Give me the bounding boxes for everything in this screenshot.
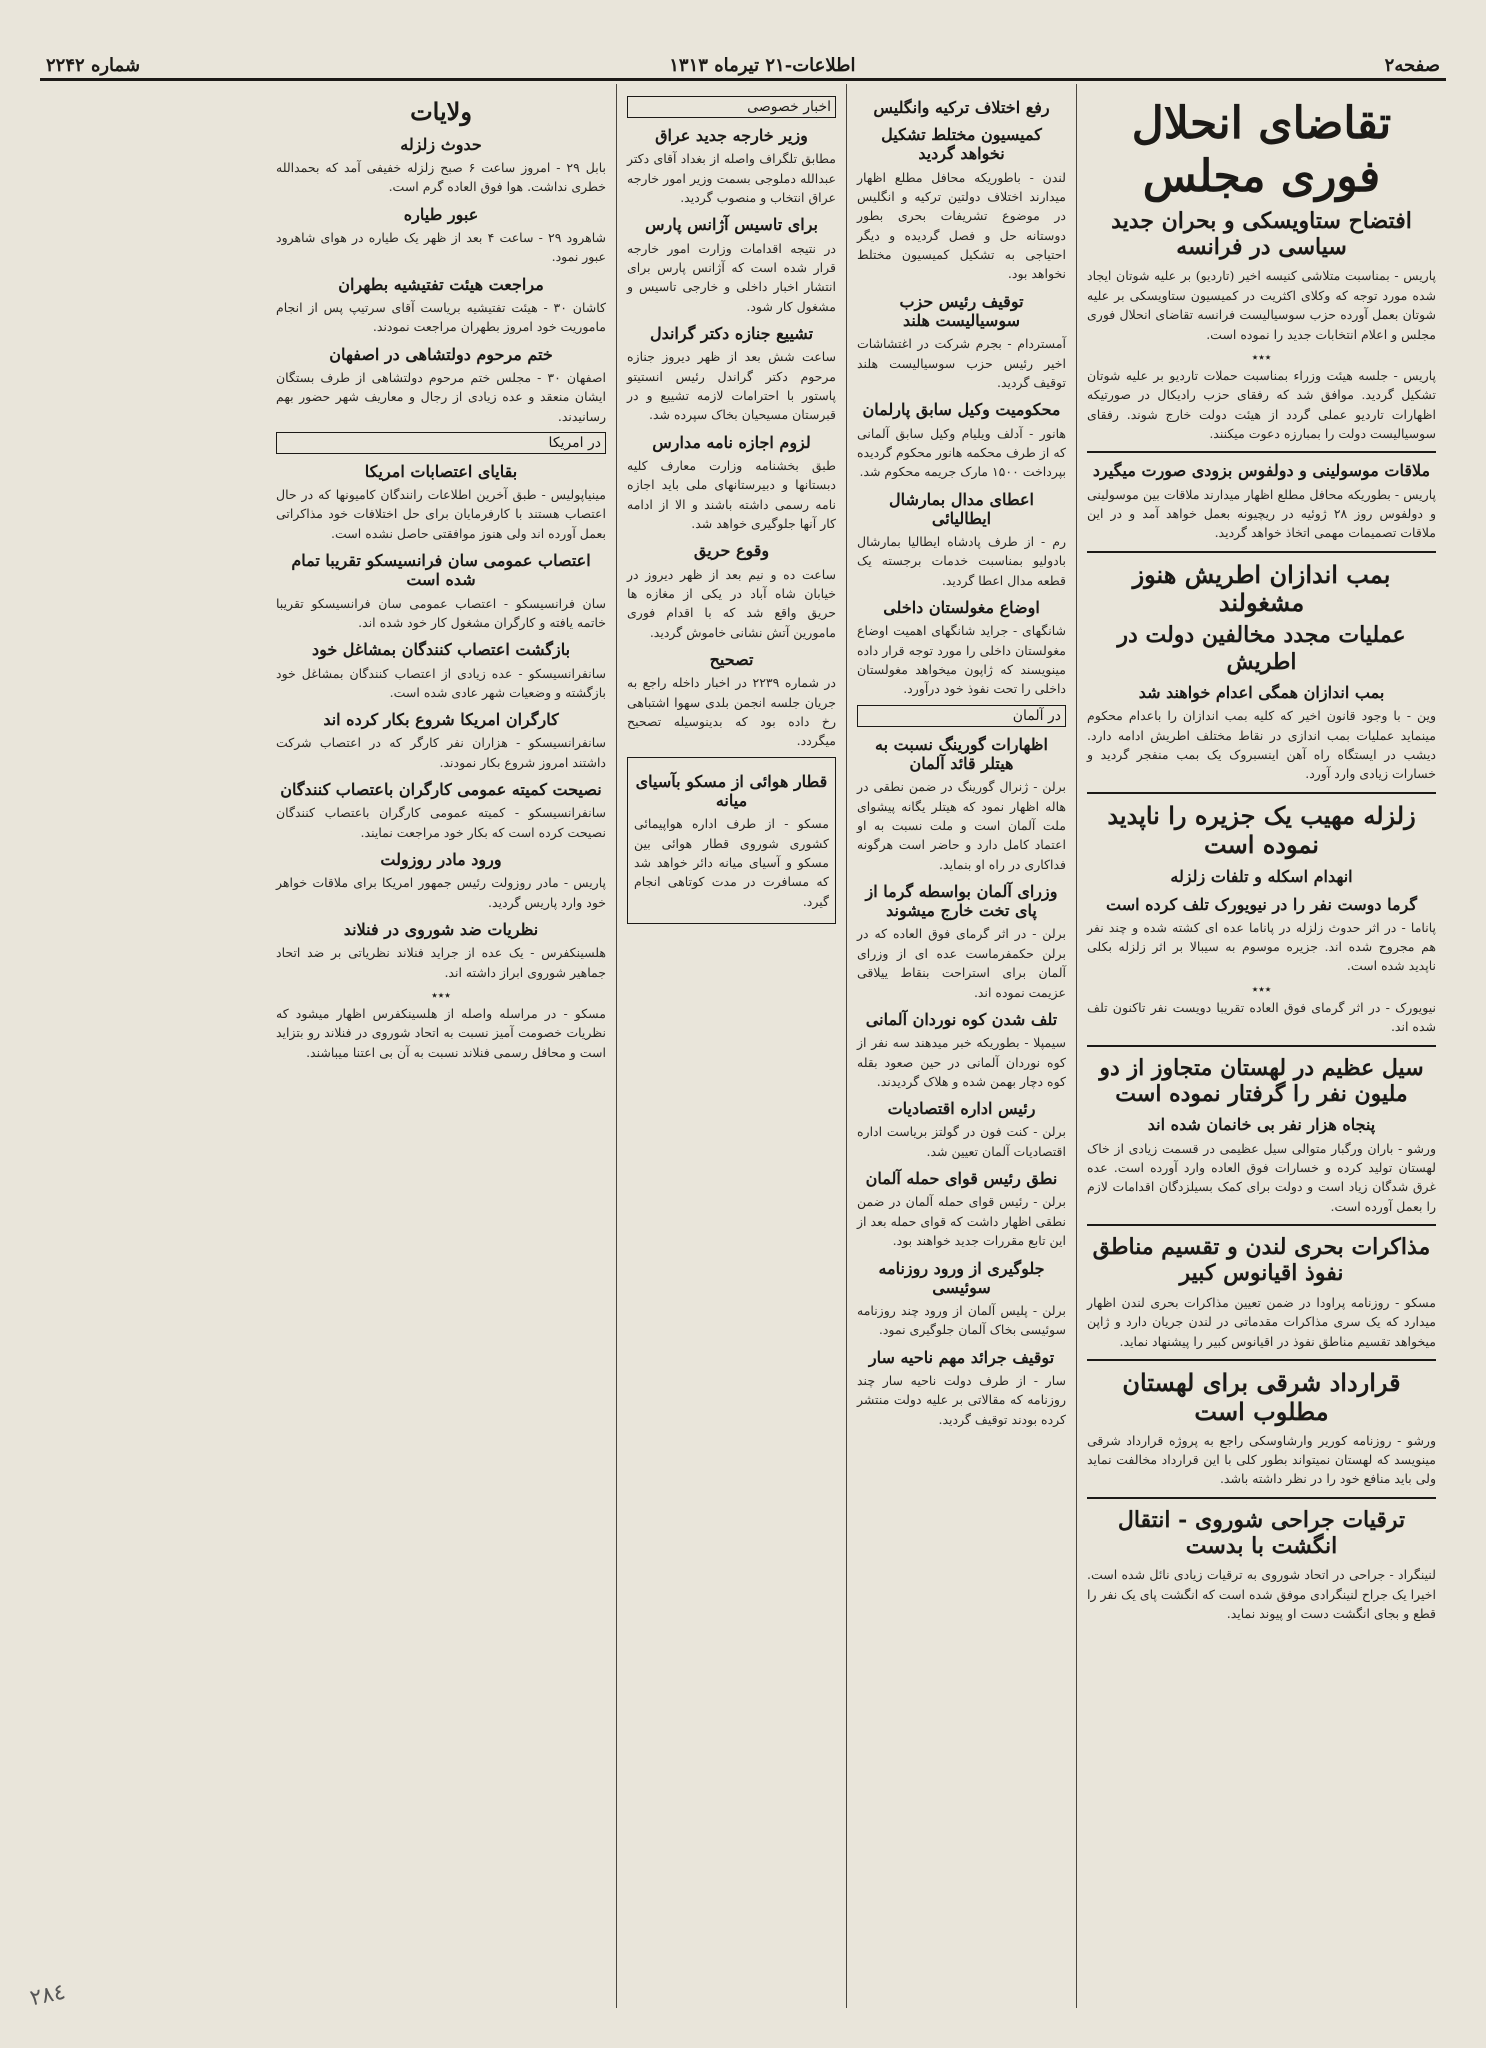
minor-headline: لزوم اجازه نامه مدارس	[652, 432, 811, 452]
separator-stars: ٭٭٭	[1251, 349, 1272, 364]
article-text: مسکو - در مراسله واصله از هلسینکفرس اظهار میشود که نظریات خصومت آمیز نسبت به اتحاد شوروی در فنلاند رو بتزاید است و محافل رسمی فنلاند نسبت به آن بی اعتنا میباشند.	[276, 1006, 606, 1060]
article-text: شانگهای - جراید شانگهای اهمیت اوضاع مغولستان داخلی را مورد توجه قرار داده مینویسند که ژاپون میخواهد مغولستان داخلی را تحت نفوذ خود درآورد.	[857, 623, 1066, 697]
headline-austria-bombers: بمب اندازان اطریش هنوز مشغولند	[1132, 559, 1391, 618]
minor-headline: محکومیت وکیل سابق پارلمان	[862, 400, 1061, 420]
article-text: برلن - کنت فون در گولتز بریاست اداره اقتصادیات آلمان تعیین شد.	[857, 1124, 1066, 1159]
article-text: سیمپلا - بطوریکه خبر میدهند سه نفر از کوه نوردان آلمانی در حین صعود بقله کوه دچار بهمن شده و هلاک گردیدند.	[857, 1035, 1066, 1089]
column-main	[1076, 84, 1446, 2008]
minor-headline: پنجاه هزار نفر بی خانمان شده اند	[1147, 1115, 1376, 1135]
minor-headline: نظریات ضد شوروی در فنلاند	[343, 920, 539, 940]
minor-headline: نصیحت کمیته عمومی کارگران باعتصاب کنندگان	[280, 780, 602, 800]
headline-turkey-england: رفع اختلاف ترکیه وانگلیس	[873, 98, 1050, 117]
headline-naval-talks: مذاکرات بحری لندن و تقسیم مناطق نفوذ اقیانوس کبیر	[1092, 1234, 1431, 1287]
article-text: شاهرود ۲۹ - ساعت ۴ بعد از ظهر یک طیاره در هوای شاهرود عبور نمود.	[276, 229, 606, 265]
section-label: اخبار خصوصی	[627, 96, 836, 118]
section-label: در امریکا	[276, 432, 606, 454]
article-text: هلسینکفرس - یک عده از جراید فنلاند نظریاتی بر ضد اتحاد جماهیر شوروی ابراز داشته اند.	[276, 945, 606, 980]
handwritten-margin-mark: ٢٨٤	[27, 1979, 68, 2012]
minor-headline: بقایای اعتصابات امریکا	[364, 461, 518, 481]
subhead-stavisky: افتضاح ستاویسکی و بحران جدید سیاسی در فرانسه	[1111, 207, 1412, 260]
article-text: لندن - باطوریکه محافل مطلع اظهار میدارند اختلاف دولتین ترکیه و انگلیس در موضوع تشریفات بحری بطور دوستانه حل و فصل گردیده و دیگر احتیاجی به تشکیل کمیسیون مختلط نخواهد بود.	[857, 169, 1066, 282]
article-text: مینیاپولیس - طبق آخرین اطلاعات رانندگان کامیونها که در حال اعتصاب هستند با کارفرمایان برای حل اختلافات خود مذاکراتی بعمل آورده اند ولی هنوز موافقتی حاصل نشده است.	[276, 487, 606, 541]
minor-headline: اوضاع مغولستان داخلی	[883, 598, 1040, 618]
article-text: مطابق تلگراف واصله از بغداد آقای دکتر عبدالله دملوجی بسمت وزیر امور خارجه عراق انتخاب و منصوب گردید.	[627, 151, 836, 205]
divider	[1087, 451, 1436, 453]
minor-headline: توقیف جرائد مهم ناحیه سار	[868, 1347, 1055, 1367]
headline-poland-flood: سیل عظیم در لهستان متجاوز از دو ملیون نفر را گرفتار نموده است	[1099, 1054, 1424, 1107]
minor-headline: گرما دوست نفر را در نیویورک تلف کرده است	[1106, 894, 1417, 914]
minor-headline: جلوگیری از ورود روزنامه سوئیسی	[878, 1258, 1045, 1297]
article-text: هانور - آدلف ویلیام وکیل سابق آلمانی که از طرف محکمه هانور محکوم گردیده بپرداخت ۱۵۰۰ مارک جریمه محکوم شد.	[857, 425, 1066, 480]
article-text: در شماره ۲۲۳۹ در اخبار داخله راجع به جریان جلسه انجمن بلدی سهوا اشتباهی رخ داده بود که بدینوسیله تصحیح میگردد.	[627, 675, 836, 749]
separator-stars: ٭٭٭	[431, 988, 451, 1003]
minor-headline: نطق رئیس قوای حمله آلمان	[865, 1169, 1058, 1189]
article-text: ورشو - باران ورگبار متوالی سیل عظیمی در قسمت زیادی از خاک لهستان تولید کرده و خسارات فوق العاده وارد آورده است. عده غرق شدگان زیاد است و دولت برای کمک بسیلزدگان اقدامات لازم را بعمل آورده است.	[1087, 1140, 1436, 1214]
article-text: آمستردام - بجرم شرکت در اغتشاشات اخیر رئیس حزب سوسیالیست هلند توقیف گردید.	[857, 336, 1066, 390]
article-text: در نتیجه اقدامات وزارت امور خارجه قرار شده است که آژانس پارس برای انتشار اخبار داخلی و خارجی تاسیس و مشغول کار شود.	[627, 240, 836, 314]
article-text: برلن - پلیس آلمان از ورود چند روزنامه سوئیسی بخاک آلمان جلوگیری نمود.	[857, 1302, 1066, 1338]
divider	[1087, 1045, 1436, 1047]
article-text: سانفرانسیسکو - هزاران نفر کارگر که در اعتصاب شرکت داشتند امروز شروع بکار نمودند.	[276, 735, 606, 770]
article-text: رم - از طرف پادشاه ایطالیا بمارشال بادولیو بمناسبت خدمات برجسته یک قطعه مدال اعطا گردید.	[857, 534, 1066, 588]
column-special	[616, 84, 846, 2008]
article-text: لنینگراد - جراحی در اتحاد شوروی به ترقیات زیادی نائل شده است. اخیرا یک جراح لنینگرادی موفق شده است که انگشت پای یک نفر را قطع و بجای انگشت دست او پیوند نماید.	[1087, 1567, 1436, 1622]
issue-number: شماره ۲۲۴۲	[46, 54, 141, 76]
minor-headline: اعتصاب عمومی سان فرانسیسکو تقریبا تمام شده است	[291, 551, 591, 590]
subhead-earthquake: انهدام اسکله و تلفات زلزله	[1170, 867, 1353, 887]
divider	[1087, 1359, 1436, 1361]
minor-headline: وزرای آلمان بواسطه گرما از پای تخت خارج میشوند	[865, 882, 1058, 921]
minor-headline: رئیس اداره اقتصادیات	[887, 1099, 1036, 1119]
article-text: نیویورک - در اثر گرمای فوق العاده تقریبا دویست نفر تاکنون تلف شده اند.	[1087, 999, 1436, 1035]
separator-stars: ٭٭٭	[1251, 981, 1272, 996]
minor-headline: تلف شدن کوه نوردان آلمانی	[865, 1009, 1058, 1029]
article-text: سار - از طرف دولت ناحیه سار چند روزنامه که مقالاتی بر علیه دولت منتشر کرده بودند توقیف گردید.	[857, 1372, 1066, 1427]
boxed-article	[627, 757, 836, 924]
headline-eastern-pact: قرارداد شرقی برای لهستان مطلوب است	[1122, 1367, 1401, 1426]
minor-headline: حدوث زلزله	[400, 134, 482, 154]
minor-headline: اظهارات گورینگ نسبت به هیتلر قائد آلمان	[875, 734, 1048, 773]
headline-earthquake: زلزله مهیب یک جزیره را ناپدید نموده است	[1107, 800, 1416, 859]
page-label: صفحه۲	[1384, 54, 1440, 76]
article-text: سان فرانسیسکو - اعتصاب عمومی سان فرانسیسکو تقریبا خاتمه یافته و کارگران مشغول کار خود شده اند.	[276, 595, 606, 630]
minor-headline: مراجعت هیئت تفتیشیه بطهران	[338, 274, 544, 294]
headline-soviet-surgery: ترقیات جراحی شوروی - انتقال انگشت با بدست	[1117, 1506, 1406, 1560]
minor-headline: وقوع حریق	[693, 541, 770, 561]
article-text: برلن - در اثر گرمای فوق العاده که در برلن حکمفرماست عده ای از وزرای آلمان برای استراحت بنقاط ییلاقی عزیمت نموده اند.	[857, 926, 1066, 1000]
minor-headline: قطار هوائی از مسکو بآسیای میانه	[635, 771, 828, 810]
minor-headline: ورود مادر روزولت	[380, 850, 502, 870]
headline-dissolution: تقاضای انحلال فوری مجلس	[1131, 98, 1392, 202]
article-text: برلن - ژنرال گورینگ در ضمن نطقی در هاله اظهار نمود که هیتلر یگانه پیشوای ملت آلمان است و ملت نسبت به او اعتماد کامل دارد و حاضر است هرگونه فداکاری در راه او بنماید.	[857, 779, 1066, 872]
minor-headline: برای تاسیس آژانس پارس	[645, 215, 818, 235]
minor-headline: تصحیح	[709, 650, 754, 670]
minor-headline: توقیف رئیس حزب سوسیالیست هلند	[899, 291, 1024, 330]
article-text: سانفرانسیسکو - عده زیادی از اعتصاب کنندگان بمشاغل خود بازگشته و وضعیات شهر عادی شده است.	[276, 665, 606, 700]
article-text: مسکو - از طرف اداره هواپیمائی کشوری شوروی قطار هوائی بین مسکو و آسیای میانه دائر خواهد شد که مسافرت در مدت کوتاهی انجام گیرد.	[634, 816, 829, 909]
article-text: پاریس - جلسه هیئت وزراء بمناسبت حملات تاردیو بر علیه شوتان تشکیل گردید. موافق شد که رفقای حزب رادیکال در صورتیکه اظهارات تاردیو عملی گردد از هیئت دولت خارج شوند. رفقای سوسیالیست دولت را بمبارزه دعوت میکنند.	[1087, 367, 1436, 441]
article-text: سانفرانسیسکو - کمیته عمومی کارگران باعتصاب کنندگان نصیحت کرده است که بکار خود مراجعت نمایند.	[276, 805, 606, 840]
section-label: در آلمان	[857, 705, 1066, 727]
article-text: پاریس - بطوریکه محافل مطلع اظهار میدارند ملاقات بین موسولینی و دولفوس روز ۲۸ ژوئیه در ریچیونه بعمل خواهد آمد و در این ملاقات تصمیمات مهمی اتخاذ خواهد گردید.	[1087, 486, 1436, 541]
article-text: پاریس - بمناسبت متلاشی کنیسه اخیر (تاردیو) بر علیه شوتان ایجاد شده مورد توجه که وکلای اکثریت در کمیسیون ستاویسکی بر علیه شوتان بعمل آورده حزب سوسیالیست فرانسه تقاضای انحلال فوری مجلس و اعلام انتخابات جدید را نموده است.	[1087, 268, 1436, 342]
minor-headline: بمب اندازان همگی اعدام خواهند شد	[1138, 683, 1385, 703]
issue-date: اطلاعات-۲۱ تیرماه ۱۳۱۳	[669, 54, 856, 76]
article-text: برلن - رئیس قوای حمله آلمان در ضمن نطقی اظهار داشت که قوای حمله بعد از این تابع مقررات جدید خواهند بود.	[857, 1194, 1066, 1249]
article-text: ساعت شش بعد از ظهر دیروز جنازه مرحوم دکتر گراندل رئیس انستیتو پاستور با احترامات لازمه تشییع و در قبرستان مسیحیان بخاک سپرده شد.	[627, 349, 836, 423]
divider	[1087, 551, 1436, 553]
masthead	[40, 52, 1446, 81]
article-text: وین - با وجود قانون اخیر که کلیه بمب اندازان را باعدام محکوم مینماید عملیات بمب اندازی در نقاط مختلف اطریش ادامه دارد. دیشب در ایستگاه راه آهن اینسبروک یک بمب منفجر گردید و خسارات زیادی وارد آورد.	[1087, 708, 1436, 782]
article-text: مسکو - روزنامه پراودا در ضمن تعیین مذاکرات بحری لندن اظهار میدارد که یک سری مذاکرات مقدماتی در لندن جریان دارد و ژاپن میخواهد تقسیم مناطق نفوذ در اقیانوس کبیر را پیشنهاد نماید.	[1087, 1294, 1436, 1349]
article-text: بابل ۲۹ - امروز ساعت ۶ صبح زلزله خفیفی آمد که بحمدالله خطری نداشت. هوا فوق العاده گرم است.	[276, 159, 606, 195]
minor-headline: کمیسیون مختلط تشکیل نخواهد گردید	[881, 125, 1042, 164]
minor-headline: بازگشت اعتصاب کنندگان بمشاغل خود	[311, 640, 571, 660]
headline-iraq-minister: وزیر خارجه جدید عراق	[655, 126, 808, 145]
divider	[1087, 792, 1436, 794]
minor-headline: اعطای مدال بمارشال ایطالیائی	[889, 489, 1034, 528]
article-text: ورشو - روزنامه کوریر وارشاوسکی راجع به پروژه قرارداد شرقی مینویسد که لهستان نمیتواند بطور کلی با این قرارداد مخالفت نماید ولی باید منافع خود را در نظر داشته باشد.	[1087, 1432, 1436, 1487]
minor-headline: ختم مرحوم دولتشاهی در اصفهان	[329, 344, 553, 364]
subhead-austria: عملیات مجدد مخالفین دولت در اطریش	[1117, 622, 1406, 675]
article-text: طبق بخشنامه وزارت معارف کلیه دبستانها و دبیرستانهای ملی باید اجازه نامه رسمی داشته باشند و الا از ادامه کار آنها جلوگیری خواهد شد.	[627, 457, 836, 531]
headline-provinces: ولایات	[410, 97, 472, 126]
article-text: اصفهان ۳۰ - مجلس ختم مرحوم دولتشاهی از طرف بستگان ایشان منعقد و عده زیادی از رجال و معاریف شهر حضور بهم رسانیدند.	[276, 369, 606, 424]
minor-headline: تشییع جنازه دکتر گراندل	[649, 324, 814, 343]
article-text: پاناما - در اثر حدوث زلزله در پاناما عده ای کشته شده و چند نفر هم مجروح شده اند. جزیره موسوم به سیبالا بر اثر زلزله بکلی ناپدید شده است.	[1087, 919, 1436, 974]
divider	[1087, 1497, 1436, 1499]
column-foreign	[846, 84, 1076, 2008]
column-provinces	[266, 84, 616, 2008]
columns	[40, 84, 1446, 2008]
minor-headline: کارگران امریکا شروع بکار کرده اند	[323, 710, 559, 730]
minor-headline: عبور طیاره	[403, 204, 479, 224]
divider	[1087, 1224, 1436, 1226]
article-text: کاشان ۳۰ - هیئت تفتیشیه بریاست آقای سرتیپ پس از انجام ماموریت خود امروز بطهران مراجعت نمودند.	[276, 299, 606, 335]
article-text: ساعت ده و نیم بعد از ظهر دیروز در خیابان شاه آباد در یکی از مغازه ها حریق واقع شد که با اقدام فوری مامورین آتش نشانی خاموش گردید.	[627, 566, 836, 640]
article-text: پاریس - مادر روزولت رئیس جمهور امریکا برای ملاقات خواهر خود وارد پاریس گردید.	[276, 875, 606, 910]
subhead-mussolini-dollfuss: ملاقات موسولینی و دولفوس بزودی صورت میگیرد	[1092, 461, 1431, 481]
